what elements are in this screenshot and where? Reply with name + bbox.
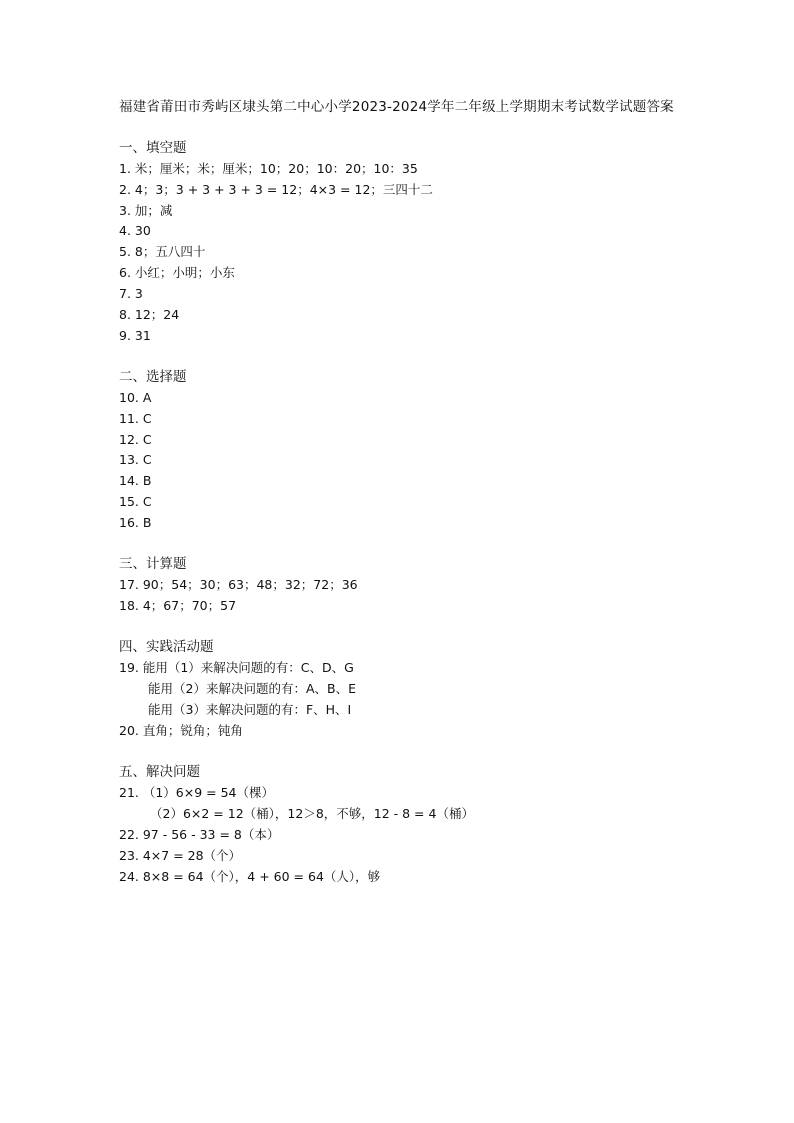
answer-line-4: 4. 30 <box>119 223 151 238</box>
document-title: 福建省莆田市秀屿区埭头第二中心小学2023-2024学年二年级上学期期末考试数学试题答案 <box>119 99 674 115</box>
answer-line-18: 18. 4；67；70；57 <box>119 598 237 613</box>
answer-line-6: 6. 小红；小明；小东 <box>119 265 235 280</box>
answer-line-20: 20. 直角；锐角；钝角 <box>119 723 243 738</box>
answer-line-15: 15. C <box>119 494 152 509</box>
section-heading-multiple-choice: 二、选择题 <box>119 369 187 385</box>
answer-line-9: 9. 31 <box>119 328 151 343</box>
section-heading-problem-solving: 五、解决问题 <box>119 764 200 780</box>
answer-line-17: 17. 90；54；30；63；48；32；72；36 <box>119 577 358 592</box>
answer-line-12: 12. C <box>119 432 152 447</box>
answer-line-21b: （2）6×2 = 12（桶），12＞8，不够，12 - 8 = 4（桶） <box>150 806 474 821</box>
answer-line-14: 14. B <box>119 473 152 488</box>
answer-line-21a: 21. （1）6×9 = 54（棵） <box>119 785 275 800</box>
answer-line-1: 1. 米；厘米；米；厘米；10；20；10：20；10：35 <box>119 161 418 176</box>
section-heading-calculation: 三、计算题 <box>119 556 187 572</box>
answer-line-10: 10. A <box>119 390 152 405</box>
answer-line-22: 22. 97 - 56 - 33 = 8（本） <box>119 827 280 842</box>
answer-line-8: 8. 12；24 <box>119 307 180 322</box>
answer-line-2: 2. 4；3；3 + 3 + 3 + 3 = 12；4×3 = 12；三四十二 <box>119 182 433 197</box>
answer-line-16: 16. B <box>119 515 152 530</box>
answer-line-5: 5. 8；五八四十 <box>119 244 206 259</box>
section-heading-practice: 四、实践活动题 <box>119 639 214 655</box>
answer-line-11: 11. C <box>119 411 152 426</box>
answer-line-24: 24. 8×8 = 64（个），4 + 60 = 64（人），够 <box>119 869 381 884</box>
answer-line-23: 23. 4×7 = 28（个） <box>119 848 242 863</box>
section-heading-fill-blank: 一、填空题 <box>119 140 187 156</box>
answer-line-19a: 19. 能用（1）来解决问题的有：C、D、G <box>119 660 354 675</box>
answer-line-19c: 能用（3）来解决问题的有：F、H、I <box>148 702 352 717</box>
answer-line-7: 7. 3 <box>119 286 143 301</box>
answer-line-13: 13. C <box>119 452 152 467</box>
answer-line-19b: 能用（2）来解决问题的有：A、B、E <box>148 681 356 696</box>
answer-line-3: 3. 加；减 <box>119 203 173 218</box>
